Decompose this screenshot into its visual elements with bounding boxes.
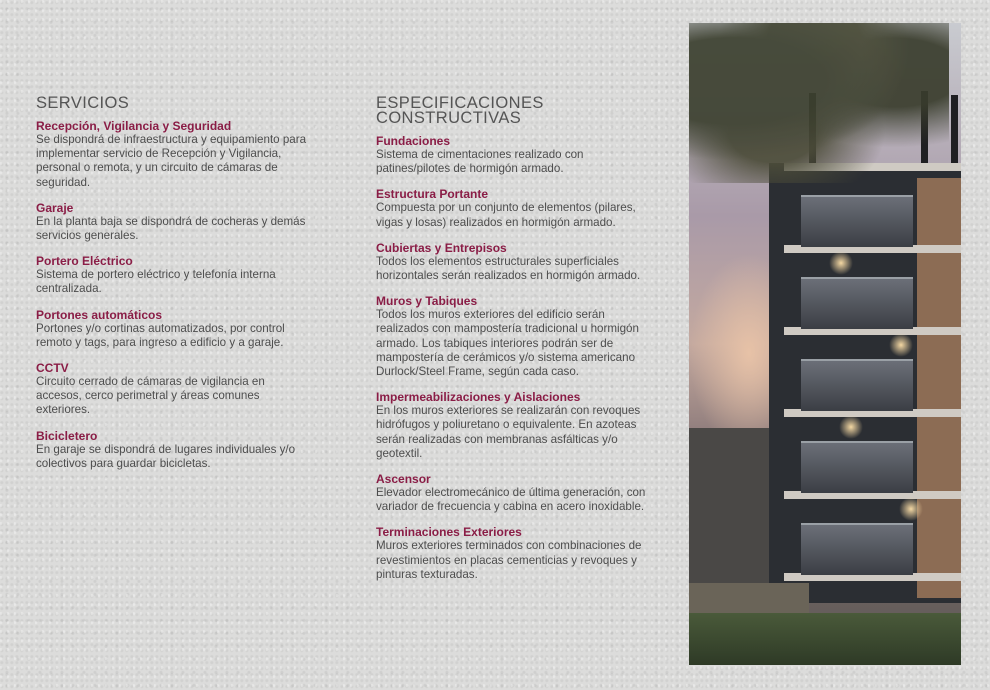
servicios-column: [36, 96, 311, 482]
wood-cladding: [917, 178, 961, 598]
servicio-title: CCTV: [36, 361, 69, 376]
servicio-title: Portero Eléctrico: [36, 254, 133, 269]
tree-foliage: [689, 23, 949, 183]
especificacion-item: [376, 134, 656, 176]
especificacion-title: Ascensor: [376, 472, 431, 487]
especificacion-item: [376, 187, 656, 229]
servicio-title: Bicicletero: [36, 428, 98, 443]
servicio-text: Sistema de portero eléctrico y telefonía interna centralizada.: [36, 268, 276, 296]
servicio-text: Portones y/o cortinas automatizados, por control remoto y tags, para ingreso a edificio y a garaje.: [36, 321, 285, 349]
especificacion-item: [376, 525, 656, 582]
servicio-item: [36, 429, 311, 471]
especificacion-text: En los muros exteriores se realizarán con revoques hidrófugos y poliuretano o equivalente. En azoteas serán realizadas con membranas asfálticas y/o geotextil.: [376, 404, 641, 460]
especificacion-text: Todos los muros exteriores del edificio serán realizados con mampostería tradicional u hormigón armado. Los tabiques interiores podrán ser de mampostería de cerámicos y/o sistema americano Durlock/Steel Frame, según cada caso.: [376, 308, 639, 379]
servicio-text: En la planta baja se dispondrá de cocheras y demás servicios generales.: [36, 214, 306, 243]
servicio-item: [36, 361, 311, 418]
ceiling-light: [889, 333, 913, 357]
especificacion-title: Muros y Tabiques: [376, 294, 478, 309]
ceiling-light: [839, 415, 863, 439]
servicio-item: [36, 119, 311, 190]
lawn: [689, 613, 961, 665]
servicio-title: Garaje: [36, 200, 74, 215]
balcony-glass: [801, 277, 913, 329]
servicio-text: Se dispondrá de infraestructura y equipamiento para implementar servicio de Recepción y Vigilancia, personal o remota, y un circuito de cámaras de seguridad.: [36, 133, 307, 189]
servicio-text: En garaje se dispondrá de lugares individuales y/o colectivos para guardar bicicletas.: [36, 442, 296, 470]
especificacion-item: [376, 472, 656, 514]
ceiling-light: [829, 251, 853, 275]
especificacion-text: Compuesta por un conjunto de elementos (pilares, vigas y losas) realizados en hormigón armado.: [376, 201, 636, 229]
servicio-title: Recepción, Vigilancia y Seguridad: [36, 119, 232, 133]
ceiling-light: [899, 497, 923, 521]
especificacion-text: Todos los elementos estructurales superficiales horizontales serán realizados en hormigón armado.: [376, 254, 641, 283]
especificacion-item: [376, 390, 656, 461]
especificacion-text: Elevador electromecánico de última generación, con variador de frecuencia y cabina en acero inoxidable.: [376, 486, 646, 514]
especificacion-item: [376, 294, 656, 379]
servicio-item: [36, 254, 311, 296]
especificaciones-column: [376, 96, 656, 593]
especificacion-text: Sistema de cimentaciones realizado con patines/pilotes de hormigón armado.: [376, 148, 584, 176]
especificacion-item: [376, 241, 656, 283]
balcony-glass: [801, 359, 913, 411]
especificacion-text: Muros exteriores terminados con combinaciones de revestimientos en placas cementicias y revoques y pinturas texturadas.: [376, 539, 642, 581]
building-render-image: [689, 23, 961, 665]
balcony-glass: [801, 195, 913, 247]
especificacion-title: Fundaciones: [376, 134, 451, 148]
servicio-text: Circuito cerrado de cámaras de vigilancia en accesos, cerco perimetral y áreas comunes exteriores.: [36, 375, 265, 417]
balcony-glass: [801, 523, 913, 575]
especificacion-title: Impermeabilizaciones y Aislaciones: [376, 390, 581, 405]
especificacion-title: Cubiertas y Entrepisos: [376, 240, 507, 255]
balcony-glass: [801, 441, 913, 493]
servicio-item: [36, 201, 311, 243]
chimney: [951, 95, 958, 167]
especificaciones-heading: ESPECIFICACIONES CONSTRUCTIVAS: [376, 94, 544, 127]
servicio-item: [36, 308, 311, 350]
servicios-heading: SERVICIOS: [36, 94, 130, 112]
servicio-title: Portones automáticos: [36, 307, 163, 322]
especificacion-title: Estructura Portante: [376, 187, 489, 202]
especificacion-title: Terminaciones Exteriores: [376, 525, 522, 540]
